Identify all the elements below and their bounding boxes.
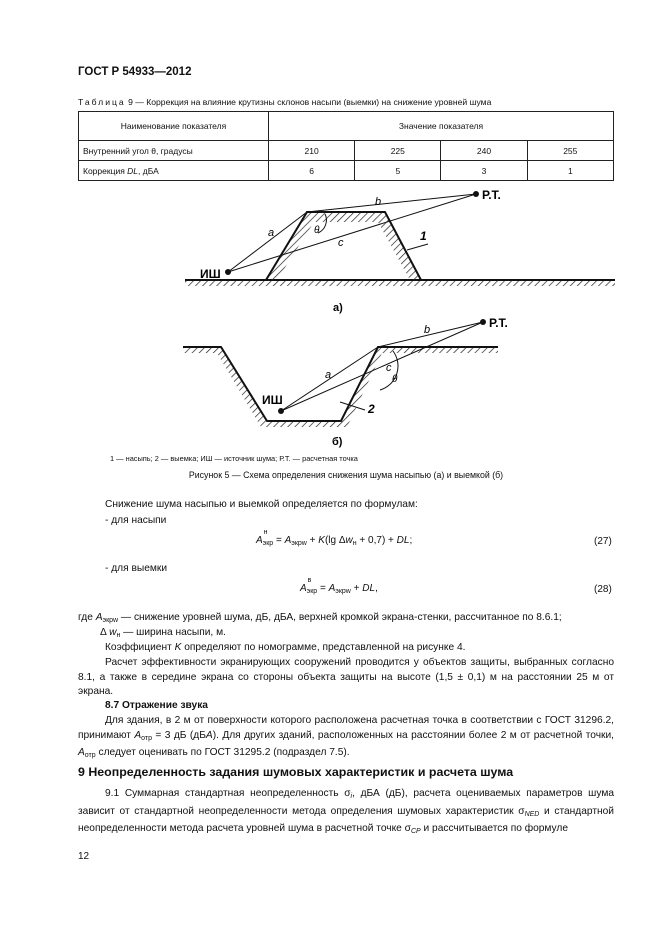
page-number: 12 xyxy=(78,851,90,862)
label-a: a xyxy=(268,227,275,239)
p91-text: , дБА (дБ), расчета оцениваемых параметров шума зависит от стандартной неопределенности метода определения шумовых характеристик σ xyxy=(78,788,615,817)
where-symbol: w xyxy=(109,627,117,638)
eq-text: + xyxy=(350,583,363,594)
table-header-row xyxy=(79,112,614,141)
eq-symbol: A xyxy=(284,535,292,546)
row-label-tail: , дБА xyxy=(138,165,159,176)
p91-sub: NED xyxy=(524,810,540,818)
row-label: Внутренний угол θ, градусы xyxy=(79,141,269,161)
label-2: 2 xyxy=(368,402,375,416)
where-sub: н xyxy=(116,632,121,639)
table-cell: 240 xyxy=(441,141,527,161)
eq-subsup xyxy=(306,577,318,595)
label-c: c xyxy=(386,362,392,374)
label-theta: θ xyxy=(314,225,320,236)
column-header-value: Значение показателя xyxy=(269,112,614,141)
column-header-name: Наименование показателя xyxy=(79,112,269,141)
part-b-label: б) xyxy=(332,436,343,448)
p87-text: Для здания, в 2 м от поверхности которого расположена расчетная точка в соответствии с ГОСТ 31296.2, принимают xyxy=(78,715,614,741)
label-c: c xyxy=(338,237,344,249)
part-a-label: а) xyxy=(333,302,343,314)
eq-text: + 0,7) + xyxy=(356,535,397,546)
eq-symbol: w xyxy=(345,535,353,546)
where-text: Δ xyxy=(100,627,110,638)
eq-symbol: A xyxy=(300,583,307,594)
table-caption-word: Таблица xyxy=(78,97,126,107)
eq-text: + xyxy=(306,535,319,546)
ray-c xyxy=(228,194,476,272)
eq-symbol: A xyxy=(256,535,263,546)
cut-hatch xyxy=(183,347,498,427)
figure-legend: 1 — насыпь; 2 — выемка; ИШ — источник шума; Р.Т. — расчетная точка xyxy=(110,454,358,463)
p87-text: ). Для других зданий, расположенных на расстоянии более 2 м от расчетной точки, xyxy=(212,729,614,741)
eq-symbol: A xyxy=(328,583,336,594)
eq-sub: экрw xyxy=(335,588,351,595)
document-header: ГОСТ Р 54933—2012 xyxy=(78,66,192,78)
ray-c xyxy=(281,322,483,411)
eq-sub: экр xyxy=(306,588,318,595)
eq-sup: в xyxy=(307,577,312,584)
equation-28 xyxy=(300,577,378,595)
cut-diagram xyxy=(183,316,508,448)
coef-text: определяют по номограмме, представленной на рисунке 4. xyxy=(181,642,466,653)
reflection-para xyxy=(78,714,614,764)
eq-text: = xyxy=(273,535,285,546)
figure-caption: Рисунок 5 — Схема определения снижения шума насыпью (а) и выемкой (б) xyxy=(188,470,504,480)
embankment-label: - для насыпи xyxy=(105,515,167,526)
p87-sub: отр xyxy=(141,734,152,742)
table-cell: 5 xyxy=(355,161,441,181)
eq-text: (lg Δ xyxy=(324,535,346,546)
table-cell: 225 xyxy=(355,141,441,161)
p87-symbol: A xyxy=(78,747,85,759)
table-cell: 6 xyxy=(269,161,355,181)
label-b: b xyxy=(375,196,382,208)
cut-label: - для выемки xyxy=(105,563,168,574)
table-caption xyxy=(78,97,491,107)
equation-27-number: (27) xyxy=(594,536,612,547)
eq-symbol: K xyxy=(318,535,325,546)
where-text: — ширина насыпи, м. xyxy=(120,627,226,638)
embankment-hatch xyxy=(266,212,421,280)
eq-sub: экр xyxy=(262,540,274,547)
table-cell: 210 xyxy=(269,141,355,161)
table-row xyxy=(79,141,614,161)
table-cell: 1 xyxy=(527,161,613,181)
where-text: — снижение уровней шума, дБ, дБА, верхней кромкой экрана-стенки, рассчитанное по 8.6.1; xyxy=(118,612,562,623)
p87-sub: отр xyxy=(84,752,96,760)
noise-source-point xyxy=(278,408,284,414)
p91-text: 9.1 Суммарная стандартная неопределенность σ xyxy=(105,788,351,799)
row-label-text: Коррекция xyxy=(83,165,128,176)
noise-source-point xyxy=(225,269,231,275)
subsection-8-7-title: 8.7 Отражение звука xyxy=(105,700,208,711)
cut-outline xyxy=(183,347,498,421)
figure-5-diagram xyxy=(0,180,661,452)
leader-1 xyxy=(407,244,428,250)
equation-28-number: (28) xyxy=(594,584,612,595)
eq-sub: экрw xyxy=(291,540,307,547)
label-theta: θ xyxy=(392,374,398,385)
coefficient-para xyxy=(105,641,465,656)
calculation-para: Расчет эффективности экранирующих сооружений проводится у объектов защиты, выбранных согласно 8.1, а также в середине экрана со стороны объекта защиты на высоте (1,5 ± 0,1) м на расстоянии 25 м от экрана. xyxy=(78,657,614,698)
p91-sub: CP xyxy=(410,828,421,836)
p91-text: и стандартной неопределенности метода расчета уровней шума в расчетной точке σ xyxy=(78,805,614,835)
eq-sup: н xyxy=(263,529,268,536)
ish-label: ИШ xyxy=(262,393,283,407)
eq-text: ; xyxy=(409,535,413,546)
table-caption-text: 9 — Коррекция на влияние крутизны склонов насыпи (выемки) на снижение уровней шума xyxy=(128,97,492,107)
rt-label: Р.Т. xyxy=(482,188,501,202)
p91-text: и рассчитывается по формуле xyxy=(420,823,569,835)
label-b: b xyxy=(424,324,431,336)
p87-text: = 3 дБ (дБ xyxy=(152,729,206,741)
p87-text: следует оценивать по ГОСТ 31295.2 (подраздел 7.5). xyxy=(95,747,350,759)
coef-symbol: K xyxy=(174,642,182,653)
correction-table xyxy=(78,111,614,181)
p91-sub: i xyxy=(350,793,353,800)
eq-symbol: DL xyxy=(362,583,376,594)
row-label xyxy=(79,161,269,181)
coef-text: Коэффициент xyxy=(105,642,175,653)
design-point xyxy=(480,319,486,325)
equation-27 xyxy=(256,529,413,547)
where-text: где xyxy=(78,612,96,623)
eq-symbol: DL xyxy=(396,535,410,546)
table-row xyxy=(79,161,614,181)
table-cell: 3 xyxy=(441,161,527,181)
row-label-italic: DL xyxy=(127,165,139,176)
embankment-diagram xyxy=(185,188,615,314)
formulas-intro: Снижение шума насыпью и выемкой определяется по формулам: xyxy=(105,499,418,510)
eq-text: , xyxy=(375,583,378,594)
design-point xyxy=(473,191,479,197)
label-1: 1 xyxy=(420,229,427,243)
ish-label: ИШ xyxy=(200,267,221,281)
p87-symbol: A xyxy=(205,729,213,741)
rt-label: Р.Т. xyxy=(489,316,508,330)
eq-subsup xyxy=(262,529,274,547)
ray-b xyxy=(307,194,476,212)
where-symbol: A xyxy=(95,612,103,623)
table-cell: 255 xyxy=(527,141,613,161)
section-9-title: 9 Неопределенность задания шумовых характеристик и расчета шума xyxy=(78,765,514,779)
eq-text: = xyxy=(317,583,329,594)
ray-b xyxy=(378,322,483,347)
p87-symbol: A xyxy=(134,729,142,741)
uncertainty-para xyxy=(78,787,614,840)
label-a: a xyxy=(325,369,332,381)
where-sub: экрw xyxy=(102,617,119,624)
eq-sub: н xyxy=(352,540,357,547)
